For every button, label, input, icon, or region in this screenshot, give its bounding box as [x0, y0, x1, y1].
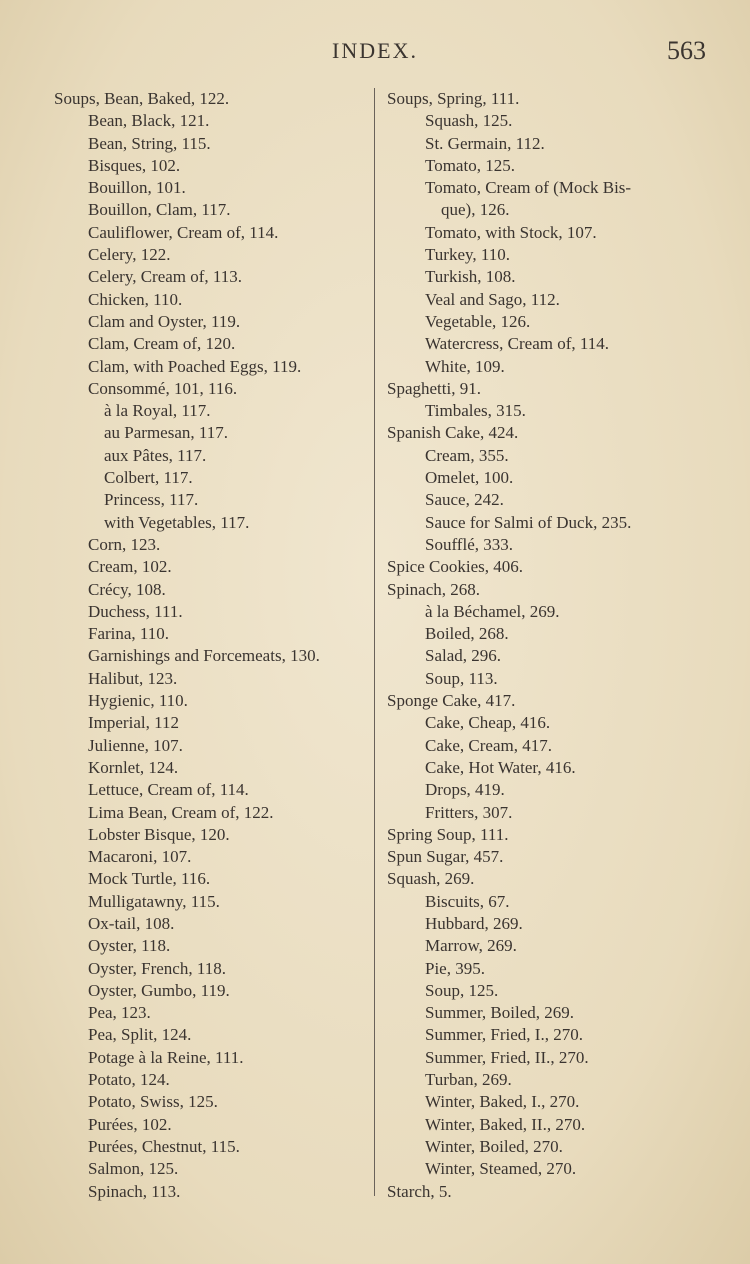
index-entry: Pea, 123.: [88, 1003, 151, 1023]
index-entry: Salmon, 125.: [88, 1159, 179, 1179]
index-entry: Oyster, Gumbo, 119.: [88, 980, 230, 1000]
index-entry: Soup, 113.: [425, 668, 498, 688]
index-column-right: [374, 88, 715, 1201]
index-entry: Soups, Spring, 111.: [387, 89, 520, 108]
index-entry: Squash, 269.: [387, 869, 475, 889]
index-entry: Timbales, 315.: [425, 401, 526, 421]
index-entry: Boiled, 268.: [425, 624, 509, 644]
index-entry: que), 126.: [441, 200, 510, 220]
index-entry: Clam, Cream of, 120.: [88, 334, 236, 354]
index-entry: Oyster, French, 118.: [88, 958, 226, 978]
index-entry: à la Béchamel, 269.: [425, 601, 560, 621]
index-entry: Halibut, 123.: [88, 668, 178, 688]
index-entry: Mock Turtle, 116.: [88, 869, 211, 889]
index-entry: Consommé, 101, 116.: [88, 378, 238, 398]
index-entry: Bisques, 102.: [88, 155, 181, 175]
index-entry: Squash, 125.: [425, 111, 513, 131]
index-entry: Watercress, Cream of, 114.: [425, 334, 609, 354]
index-column-left: [54, 88, 370, 1203]
index-entry: Winter, Baked, I., 270.: [425, 1092, 580, 1112]
index-entry: with Vegetables, 117.: [104, 512, 250, 532]
index-entry: Turban, 269.: [425, 1070, 512, 1090]
index-entry: Potage à la Reine, 111.: [88, 1047, 244, 1067]
index-entry: Pea, Split, 124.: [88, 1025, 192, 1045]
index-entry: Biscuits, 67.: [425, 891, 510, 911]
index-entry: Bouillon, 101.: [88, 178, 186, 198]
index-entry: Celery, Cream of, 113.: [88, 267, 243, 287]
index-entry: Summer, Boiled, 269.: [425, 1003, 575, 1023]
index-entry: Tomato, with Stock, 107.: [425, 222, 597, 242]
index-entry: Soufflé, 333.: [425, 534, 513, 554]
index-entry: Spaghetti, 91.: [387, 378, 481, 398]
index-entry: Spanish Cake, 424.: [387, 423, 519, 443]
index-entry: Bean, String, 115.: [88, 133, 211, 153]
index-entry: Clam and Oyster, 119.: [88, 311, 241, 331]
index-entry: Celery, 122.: [88, 245, 171, 265]
page-number: 563: [667, 36, 706, 65]
index-entry: Cream, 102.: [88, 557, 172, 577]
index-entry: Winter, Steamed, 270.: [425, 1159, 577, 1179]
index-entry: aux Pâtes, 117.: [104, 445, 207, 465]
index-entry: Summer, Fried, I., 270.: [425, 1025, 583, 1045]
index-entry: Chicken, 110.: [88, 289, 183, 309]
index-entry: Corn, 123.: [88, 534, 161, 554]
index-entry: Tomato, Cream of (Mock Bis-: [425, 178, 632, 198]
index-entry: Purées, 102.: [88, 1114, 172, 1134]
index-entry: Potato, 124.: [88, 1070, 170, 1090]
index-entry: Omelet, 100.: [425, 468, 514, 488]
index-entry: Veal and Sago, 112.: [425, 289, 560, 309]
index-entry: Clam, with Poached Eggs, 119.: [88, 356, 302, 376]
index-entry: Hygienic, 110.: [88, 691, 188, 711]
index-entry: Soup, 125.: [425, 980, 499, 1000]
index-entry: Spinach, 113.: [88, 1181, 181, 1201]
index-entry: Garnishings and Forcemeats, 130.: [88, 646, 320, 666]
index-entry: Hubbard, 269.: [425, 913, 523, 933]
index-entry: Imperial, 112: [88, 713, 179, 733]
index-entry: Bouillon, Clam, 117.: [88, 200, 231, 220]
index-entry: Lima Bean, Cream of, 122.: [88, 802, 274, 822]
index-entry: Turkey, 110.: [425, 245, 511, 265]
index-entry: Cake, Cheap, 416.: [425, 713, 551, 733]
index-entry: Pie, 395.: [425, 958, 485, 978]
index-entry: Fritters, 307.: [425, 802, 513, 822]
index-entry: Winter, Baked, II., 270.: [425, 1114, 586, 1134]
page-heading: INDEX.: [332, 38, 418, 63]
index-entry: Kornlet, 124.: [88, 757, 179, 777]
index-entry: Purées, Chestnut, 115.: [88, 1136, 240, 1156]
index-entry: Sponge Cake, 417.: [387, 691, 516, 711]
index-entry: Princess, 117.: [104, 490, 199, 510]
index-entry: Lobster Bisque, 120.: [88, 824, 230, 844]
index-entry: Sauce for Salmi of Duck, 235.: [425, 512, 632, 532]
index-entry: Soups, Bean, Baked, 122.: [54, 89, 230, 108]
index-entry: Spinach, 268.: [387, 579, 481, 599]
index-entry: Bean, Black, 121.: [88, 111, 210, 131]
index-entry: White, 109.: [425, 356, 505, 376]
index-entry: Spring Soup, 111.: [387, 824, 509, 844]
index-entry: Cream, 355.: [425, 445, 509, 465]
index-entry: Turkish, 108.: [425, 267, 516, 287]
index-entry: Sauce, 242.: [425, 490, 504, 510]
index-entry: Mulligatawny, 115.: [88, 891, 220, 911]
index-entry: Spun Sugar, 457.: [387, 847, 504, 867]
index-entry: Vegetable, 126.: [425, 311, 531, 331]
index-entry: au Parmesan, 117.: [104, 423, 229, 443]
index-entry: Cauliflower, Cream of, 114.: [88, 222, 279, 242]
index-entry: Oyster, 118.: [88, 936, 171, 956]
index-entry: Lettuce, Cream of, 114.: [88, 780, 249, 800]
index-entry: Potato, Swiss, 125.: [88, 1092, 218, 1112]
index-entry: Crécy, 108.: [88, 579, 166, 599]
index-entry: Julienne, 107.: [88, 735, 183, 755]
index-entry: Macaroni, 107.: [88, 847, 192, 867]
index-entry: Salad, 296.: [425, 646, 502, 666]
index-entry: Duchess, 111.: [88, 601, 183, 621]
index-entry: Cake, Hot Water, 416.: [425, 757, 576, 777]
index-entry: Summer, Fried, II., 270.: [425, 1047, 589, 1067]
index-entry: Ox-tail, 108.: [88, 913, 175, 933]
index-entry: Tomato, 125.: [425, 155, 515, 175]
index-entry: Colbert, 117.: [104, 468, 193, 488]
index-entry: Spice Cookies, 406.: [387, 557, 523, 577]
index-entry: Drops, 419.: [425, 780, 505, 800]
index-entry: Marrow, 269.: [425, 936, 517, 956]
index-entry: Cake, Cream, 417.: [425, 735, 552, 755]
index-entry: Starch, 5.: [387, 1181, 452, 1201]
index-entry: Farina, 110.: [88, 624, 170, 644]
index-entry: St. Germain, 112.: [425, 133, 545, 153]
index-entry: à la Royal, 117.: [104, 401, 211, 421]
index-entry: Winter, Boiled, 270.: [425, 1136, 563, 1156]
